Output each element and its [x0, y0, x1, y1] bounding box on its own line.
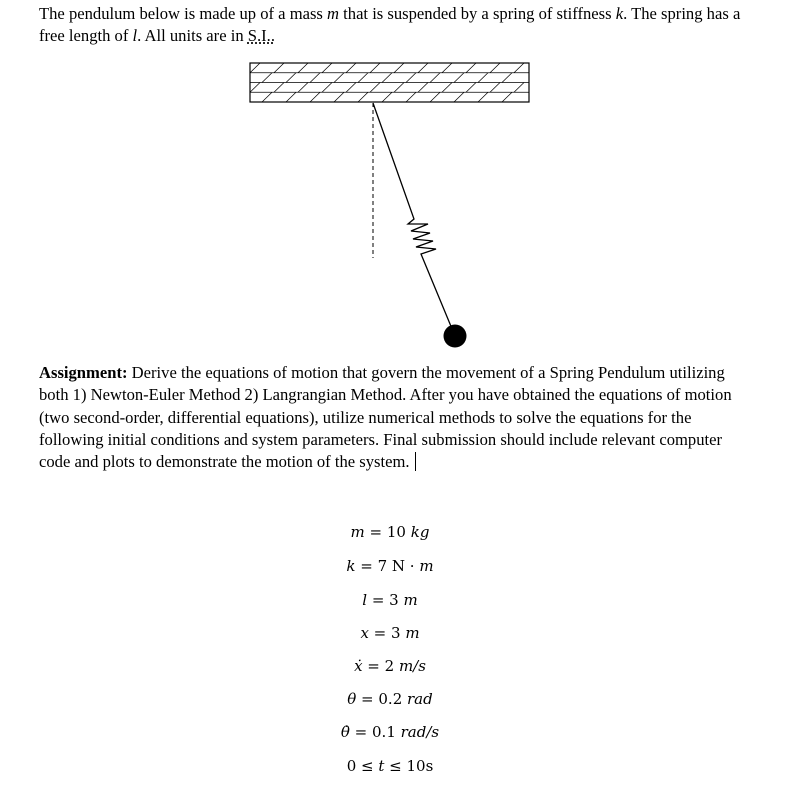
param-theta-dot: θ̇ = 0.1 rad/s — [340, 723, 440, 741]
pendulum-figure — [0, 0, 795, 360]
assignment-label: Assignment: — [39, 363, 128, 382]
intro-text-1: The pendulum below is made up of a mass — [39, 4, 328, 23]
spring — [373, 103, 455, 336]
param-x: x = 3 m — [360, 624, 420, 642]
intro-text-3: . The spring has a free length of — [39, 4, 741, 46]
param-x-dot: ẋ = 2 m/s — [354, 657, 426, 675]
assignment-paragraph — [39, 362, 739, 473]
intro-text-4: . All units are in — [137, 26, 248, 46]
length-symbol: l — [132, 26, 138, 46]
stiffness-symbol: k — [615, 4, 624, 23]
param-stiffness: k = 7 N · m — [346, 557, 434, 575]
mass-symbol: m — [327, 4, 340, 23]
si-units: S.I.. — [247, 26, 275, 46]
pendulum-mass — [444, 325, 467, 348]
text-cursor — [415, 452, 416, 471]
param-theta: θ = 0.2 rad — [347, 690, 433, 708]
intro-text-2: that is suspended by a spring of stiffness — [339, 4, 616, 23]
param-free-length: l = 3 m — [362, 591, 418, 609]
param-time-range: 0 ≤ t ≤ 10s — [346, 757, 434, 775]
ceiling-support — [250, 63, 529, 102]
param-mass: m = 10 kg — [350, 523, 430, 541]
assignment-text: Derive the equations of motion that govern the movement of a Spring Pendulum utilizing both 1) Newton-Euler Method 2) Langrangian Method. After you have obtained the equations of motion (two second-order, differential equations), utilize numerical methods to solve the equations for the following initial conditions and system parameters. Final submission should include relevant computer code and plots to demonstrate the motion of the system. — [39, 363, 732, 472]
